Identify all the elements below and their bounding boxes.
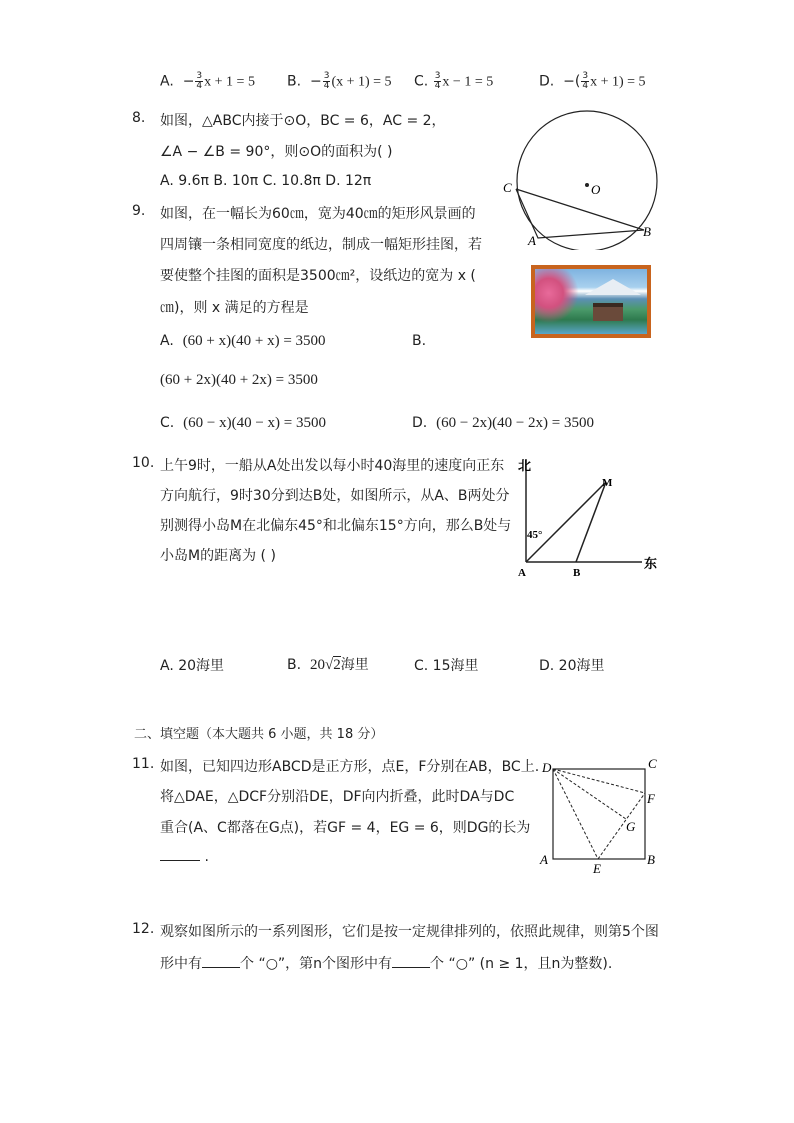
label-o: O (591, 182, 601, 197)
q11-line2: 将△DAE，△DCF分别沿DE，DF向内折叠，此时DA与DC (160, 789, 515, 805)
label-north: 北 (518, 458, 532, 473)
q12-line2: 形中有 个 “○”，第n个图形中有 个 “○” (n ≥ 1，且n为整数). (160, 956, 613, 972)
label-east: 东 (644, 556, 658, 571)
q10-line2: 方向航行，9时30分到达B处，如图所示，从A、B两处分 (160, 488, 510, 504)
q11-square-figure (536, 752, 666, 877)
landscape-painting-image (531, 265, 651, 338)
q11-line1: 如图，已知四边形ABCD是正方形，点E，F分别在AB，BC上. (160, 759, 540, 775)
q9-option-d: D. (60 − 2x)(40 − 2x) = 3500 (412, 415, 594, 431)
q9-line4: ㎝)，则 x 满足的方程是 (160, 300, 309, 316)
label-angle: 45° (527, 529, 543, 541)
q10-number: 10. (132, 455, 155, 471)
line-ef (598, 793, 645, 859)
q9-option-b: (60 + 2x)(40 + 2x) = 3500 (160, 372, 318, 388)
q9-line1: 如图，在一幅长为60㎝，宽为40㎝的矩形风景画的 (160, 206, 476, 222)
q10-line4: 小岛M的距离为 ( ) (160, 548, 276, 564)
q7-option-a: A. − $\frac{3}{4}$ x + 1 = 5 (160, 71, 255, 91)
q10-line3: 别测得小岛M在北偏东45°和北偏东15°方向，那么B处与 (160, 518, 512, 534)
q7-option-b: B. − $\frac{3}{4}$ (x + 1) = 5 (287, 71, 392, 91)
label-b: B (643, 224, 651, 239)
q10-option-a: A. 20海里 (160, 658, 225, 674)
label-b: B (573, 567, 581, 579)
line-dg (553, 769, 626, 819)
label-m: M (602, 477, 613, 489)
q10-option-c: C. 15海里 (414, 658, 479, 674)
q7-option-c: C. $\frac{3}{4}$ x − 1 = 5 (414, 71, 494, 91)
q10-bearing-figure (510, 452, 660, 582)
q9-option-a: A. (60 + x)(40 + x) = 3500 (160, 333, 326, 349)
line-am (526, 482, 606, 562)
label-c: C (503, 180, 512, 195)
q11-line3: 重合(A、C都落在G点)，若GF = 4，EG = 6，则DG的长为 (160, 820, 531, 836)
q11-number: 11. (132, 756, 155, 772)
label-c: C (648, 756, 657, 771)
q8-number: 8. (132, 110, 146, 126)
q8-line2: ∠A − ∠B = 90°，则⊙O的面积为( ) (160, 144, 393, 160)
line-df (553, 769, 645, 793)
q12-line1: 观察如图所示的一系列图形，它们是按一定规律排列的，依照此规律，则第5个图 (160, 924, 659, 940)
label-d: D (542, 760, 552, 775)
label-a: A (518, 567, 526, 579)
q8-circle-figure (498, 105, 664, 250)
line-de (553, 769, 598, 859)
label-f: F (647, 791, 655, 806)
q9-option-b-label: B. (412, 333, 427, 349)
q12-number: 12. (132, 921, 155, 937)
q10-line1: 上午9时，一船从A处出发以每小时40海里的速度向正东 (160, 458, 505, 474)
q12-blank-2[interactable] (392, 955, 430, 968)
triangle-abc (516, 189, 644, 238)
line-bm (576, 482, 606, 562)
section-2-title: 二、填空题（本大题共 6 小题，共 18 分） (134, 727, 384, 742)
q9-number: 9. (132, 203, 146, 219)
label-b: B (647, 852, 655, 867)
circle-o (517, 111, 657, 250)
square-abcd (553, 769, 645, 859)
label-e: E (593, 861, 601, 876)
q9-line2: 四周镶一条相同宽度的纸边，制成一幅矩形挂图，若 (160, 237, 482, 253)
label-a: A (528, 233, 536, 248)
label-g: G (626, 819, 636, 834)
center-dot (585, 183, 589, 187)
q8-options: A. 9.6π B. 10π C. 10.8π D. 12π (160, 173, 372, 189)
label-a: A (540, 852, 548, 867)
q8-line1: 如图，△ABC内接于⊙O，BC = 6，AC = 2， (160, 113, 446, 129)
q10-option-b: B. 20√2海里 (287, 657, 369, 673)
q11-blank[interactable] (160, 848, 200, 861)
q10-option-d: D. 20海里 (539, 658, 605, 674)
q7-option-d: D. −( $\frac{3}{4}$ x + 1) = 5 (539, 71, 646, 91)
q11-answer-line: . (160, 848, 209, 865)
q12-blank-1[interactable] (202, 955, 240, 968)
q9-option-c: C. (60 − x)(40 − x) = 3500 (160, 415, 326, 431)
q9-line3: 要使整个挂图的面积是3500㎝²，设纸边的宽为 x ( (160, 268, 476, 284)
